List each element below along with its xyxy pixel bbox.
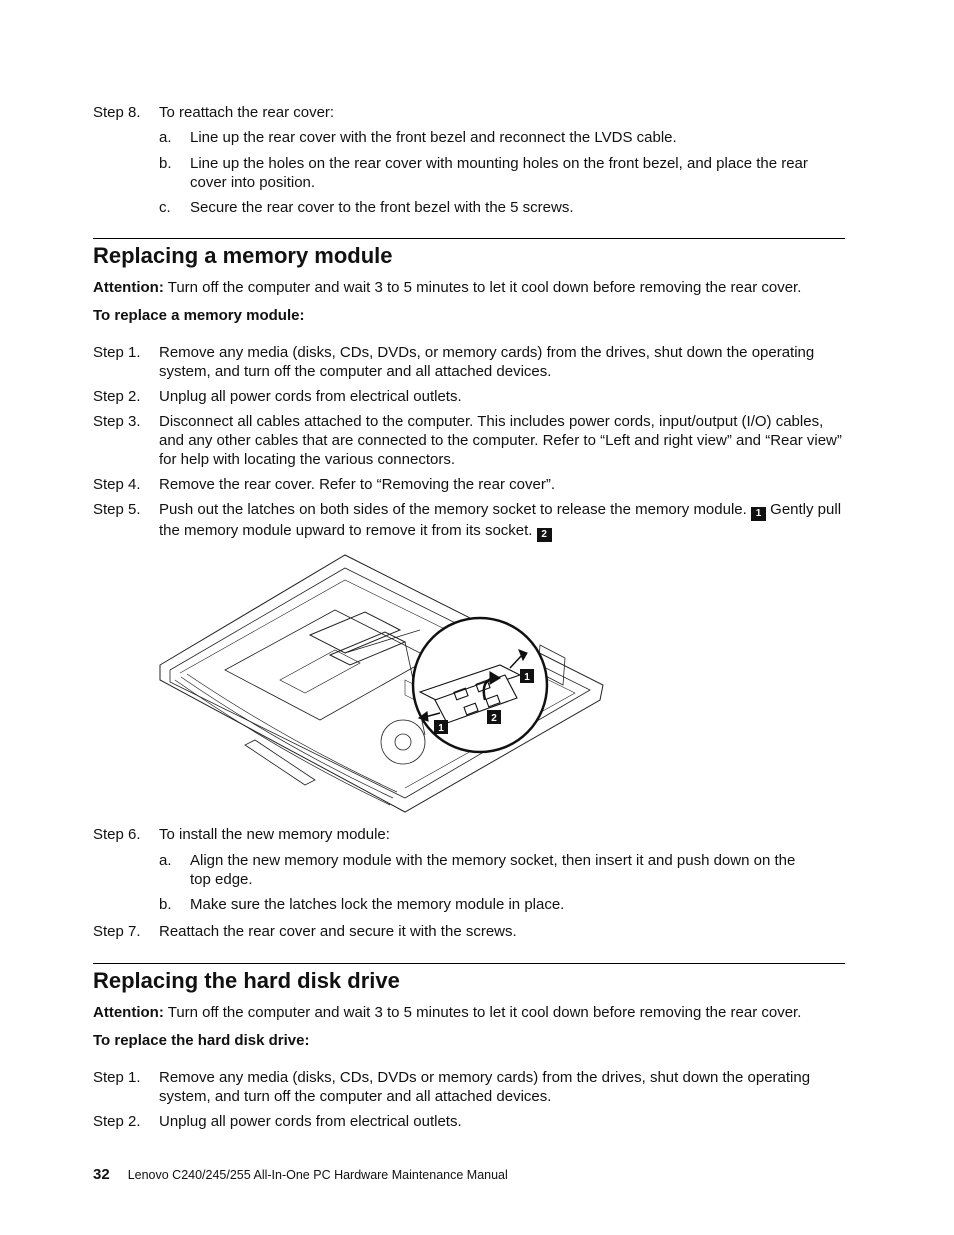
fan bbox=[381, 720, 425, 764]
step-text: Remove any media (disks, CDs, DVDs, or memory cards) from the drives, shut down the operating system, and turn off the computer and all attached devices. bbox=[159, 344, 815, 380]
sub-label: b. bbox=[159, 896, 172, 913]
mainboard bbox=[225, 610, 430, 720]
section-rule bbox=[93, 963, 845, 964]
step-text-a: Push out the latches on both sides of the memory socket to release the memory module. bbox=[159, 501, 751, 518]
step-text: To reattach the rear cover: bbox=[159, 104, 335, 121]
procedure-intro: To replace the hard disk drive: bbox=[93, 1032, 310, 1049]
section-rule bbox=[93, 238, 845, 239]
section-heading-memory: Replacing a memory module bbox=[93, 243, 393, 268]
attention-note bbox=[93, 1003, 845, 1022]
attention-label: Attention: bbox=[93, 279, 164, 296]
sub-text: Make sure the latches lock the memory module in place. bbox=[190, 896, 565, 913]
step-label: Step 4. bbox=[93, 476, 141, 493]
step-text: Unplug all power cords from electrical outlets. bbox=[159, 388, 462, 405]
figure-callout-1-left: 1 bbox=[438, 723, 444, 734]
footer-title: Lenovo C240/245/255 All-In-One PC Hardware Maintenance Manual bbox=[127, 1168, 508, 1182]
step-label: Step 1. bbox=[93, 344, 141, 361]
section-heading-hdd: Replacing the hard disk drive bbox=[93, 968, 400, 993]
sub-label: a. bbox=[159, 129, 172, 146]
figure-callout-2: 2 bbox=[491, 713, 497, 724]
sub-label: a. bbox=[159, 852, 172, 869]
attention-note bbox=[93, 278, 845, 297]
attention-text: Turn off the computer and wait 3 to 5 minutes to let it cool down before removing the rear cover. bbox=[163, 1004, 802, 1021]
sub-label: b. bbox=[159, 155, 172, 172]
step-text: Remove any media (disks, CDs, DVDs or memory cards) from the drives, shut down the operating system, and turn off the computer and all attached devices. bbox=[159, 1069, 811, 1105]
attention-text: Turn off the computer and wait 3 to 5 minutes to let it cool down before removing the rear cover. bbox=[163, 279, 802, 296]
sub-label: c. bbox=[159, 199, 171, 216]
callout-2: 2 bbox=[537, 528, 552, 542]
step-label: Step 2. bbox=[93, 1113, 141, 1130]
step-text-b: Gently pull the memory module upward to remove it from its socket. bbox=[159, 501, 842, 539]
sub-text: Line up the holes on the rear cover with mounting holes on the front bezel, and place the rear cover into position. bbox=[190, 155, 808, 191]
page-footer bbox=[93, 1166, 508, 1183]
step-text: Unplug all power cords from electrical outlets. bbox=[159, 1113, 462, 1130]
callout-1: 1 bbox=[751, 507, 766, 521]
step-label: Step 1. bbox=[93, 1069, 141, 1086]
step-label: Step 8. bbox=[93, 104, 141, 121]
step-text: Remove the rear cover. Refer to “Removing the rear cover”. bbox=[159, 476, 555, 493]
step-text: Reattach the rear cover and secure it with the screws. bbox=[159, 923, 517, 940]
step-label: Step 3. bbox=[93, 413, 141, 430]
step-label: Step 5. bbox=[93, 501, 141, 518]
sub-text: Secure the rear cover to the front bezel with the 5 screws. bbox=[190, 199, 574, 216]
sub-text: Align the new memory module with the memory socket, then insert it and push down on the top edge. bbox=[190, 852, 796, 888]
step-label: Step 2. bbox=[93, 388, 141, 405]
sub-text: Line up the rear cover with the front bezel and reconnect the LVDS cable. bbox=[190, 129, 677, 146]
figure-callout-1-right: 1 bbox=[524, 672, 530, 683]
procedure-intro: To replace a memory module: bbox=[93, 307, 305, 324]
attention-label: Attention: bbox=[93, 1004, 164, 1021]
step-label: Step 6. bbox=[93, 826, 141, 843]
step-text bbox=[159, 500, 845, 542]
step-label: Step 7. bbox=[93, 923, 141, 940]
page-number: 32 bbox=[93, 1166, 110, 1183]
step-text: Disconnect all cables attached to the computer. This includes power cords, input/output (I/O) cables, and any other cables that are connected to the computer. Refer to “Left and right view” and “Rear view” for help with locating the various connectors. bbox=[159, 413, 842, 468]
step-text: To install the new memory module: bbox=[159, 826, 390, 843]
memory-module-illustration bbox=[155, 550, 605, 815]
